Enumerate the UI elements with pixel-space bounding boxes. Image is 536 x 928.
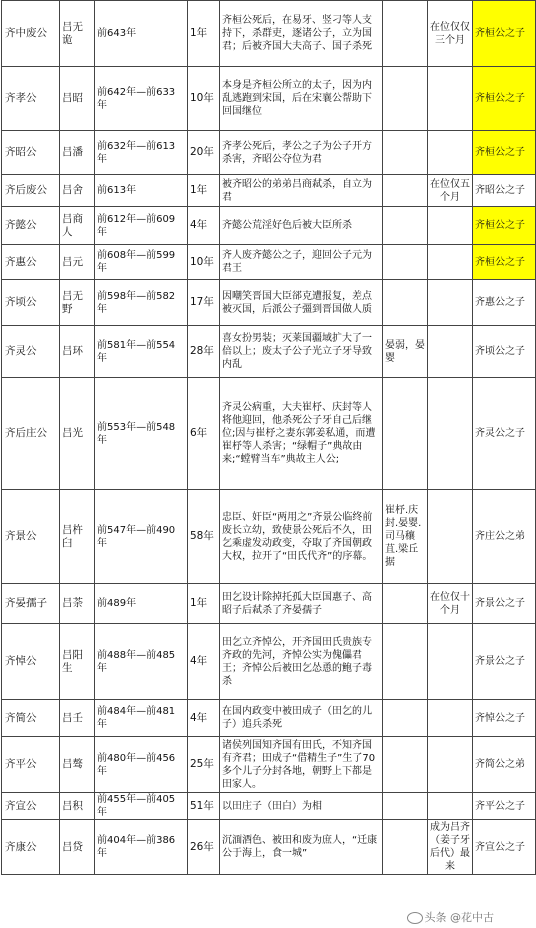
cell-ministers (383, 175, 428, 207)
cell-ministers (383, 820, 428, 875)
cell-title: 齐后废公 (2, 175, 60, 207)
cell-ministers (383, 378, 428, 490)
cell-relation: 齐宣公之子 (473, 820, 536, 875)
cell-ministers: 崔杼.庆封.晏婴.司马穰苴.梁丘据 (383, 490, 428, 584)
cell-name: 吕阳生 (60, 624, 95, 700)
cell-relation: 齐简公之弟 (473, 737, 536, 793)
cell-tenure (428, 245, 473, 280)
cell-name: 吕潘 (60, 131, 95, 175)
cell-notes: 齐灵公病重，大夫崔杼、庆封等人将他迎回，他杀死公子牙自己后继位;因与崔杼之妻东郭姜私通，而遭崔杼等人杀害；“绿帽子”典故由来;“螳臂当车”典故主人公; (220, 378, 383, 490)
cell-notes: 因嘲笑晋国大臣郤克遭报复，差点被灭国，后派公子彊到晋国做人质 (220, 280, 383, 326)
cell-years: 25年 (188, 737, 220, 793)
cell-reign: 前547年—前490年 (95, 490, 188, 584)
table-row (2, 1, 536, 67)
cell-title: 齐孝公 (2, 67, 60, 131)
cell-name: 吕骜 (60, 737, 95, 793)
cell-years: 10年 (188, 67, 220, 131)
cell-relation: 齐桓公之子 (473, 245, 536, 280)
cell-title: 齐懿公 (2, 207, 60, 245)
cell-title: 齐昭公 (2, 131, 60, 175)
cell-reign: 前489年 (95, 584, 188, 624)
table-row (2, 624, 536, 700)
cell-title: 齐顷公 (2, 280, 60, 326)
table-row (2, 245, 536, 280)
cell-reign: 前632年—前613年 (95, 131, 188, 175)
cell-years: 51年 (188, 793, 220, 820)
cell-ministers: 晏弱，晏婴 (383, 326, 428, 378)
cell-title: 齐晏孺子 (2, 584, 60, 624)
cell-tenure (428, 624, 473, 700)
watermark (407, 909, 495, 925)
cell-ministers (383, 245, 428, 280)
cell-relation: 齐景公之子 (473, 584, 536, 624)
cell-reign: 前642年—前633年 (95, 67, 188, 131)
cell-notes: 本身是齐桓公所立的太子，因为内乱逃跑到宋国，后在宋襄公帮助下回国继位 (220, 67, 383, 131)
cell-years: 6年 (188, 378, 220, 490)
table-row (2, 820, 536, 875)
cell-notes: 忠臣、奸臣“两用之”齐景公临终前废长立幼，致使景公死后不久，田乞乘虚发动政变，夺取了齐国朝政大权，拉开了“田氏代齐”的序幕。 (220, 490, 383, 584)
cell-relation: 齐桓公之子 (473, 67, 536, 131)
cell-reign: 前643年 (95, 1, 188, 67)
table-row (2, 793, 536, 820)
table-row (2, 175, 536, 207)
cell-tenure: 成为吕齐（姜子牙后代）最来 (428, 820, 473, 875)
cell-tenure: 在位仅五个月 (428, 175, 473, 207)
cell-reign: 前598年—前582年 (95, 280, 188, 326)
table-row (2, 737, 536, 793)
cell-notes: 齐孝公死后，孝公之子为公子开方杀害，齐昭公夺位为君 (220, 131, 383, 175)
cell-notes: 齐桓公死后，在易牙、竖刁等人支持下，杀群吏，逐诸公子，立为国君；后被齐国大夫高子、国子杀死 (220, 1, 383, 67)
cell-title: 齐中废公 (2, 1, 60, 67)
cell-relation: 齐桓公之子 (473, 131, 536, 175)
cell-ministers (383, 793, 428, 820)
cell-ministers (383, 67, 428, 131)
cell-years: 20年 (188, 131, 220, 175)
cell-reign: 前484年—前481年 (95, 700, 188, 737)
cell-reign: 前608年—前599年 (95, 245, 188, 280)
cell-notes: 在国内政变中被田成子（田乞的儿子）追兵杀死 (220, 700, 383, 737)
cell-relation: 齐桓公之子 (473, 207, 536, 245)
cell-reign: 前404年—前386年 (95, 820, 188, 875)
table-row (2, 67, 536, 131)
cell-ministers (383, 584, 428, 624)
cell-relation: 齐昭公之子 (473, 175, 536, 207)
cell-name: 吕光 (60, 378, 95, 490)
cell-title: 齐康公 (2, 820, 60, 875)
table-row (2, 207, 536, 245)
cell-reign: 前581年—前554年 (95, 326, 188, 378)
cell-relation: 齐顷公之子 (473, 326, 536, 378)
cell-name: 吕贷 (60, 820, 95, 875)
cell-reign: 前455年—前405年 (95, 793, 188, 820)
cell-reign: 前612年—前609年 (95, 207, 188, 245)
cell-tenure (428, 490, 473, 584)
cell-title: 齐惠公 (2, 245, 60, 280)
cell-name: 吕无野 (60, 280, 95, 326)
cell-name: 吕元 (60, 245, 95, 280)
cell-tenure (428, 793, 473, 820)
cell-relation: 齐桓公之子 (473, 1, 536, 67)
cell-ministers (383, 624, 428, 700)
cell-years: 26年 (188, 820, 220, 875)
cell-reign: 前488年—前485年 (95, 624, 188, 700)
table-row (2, 280, 536, 326)
cell-notes: 被齐昭公的弟弟吕商弒杀，自立为君 (220, 175, 383, 207)
cell-years: 10年 (188, 245, 220, 280)
cell-years: 1年 (188, 584, 220, 624)
cell-notes: 沉湎酒色、被田和废为庶人，“迁康公于海上，食一城” (220, 820, 383, 875)
cell-name: 吕壬 (60, 700, 95, 737)
cell-tenure: 在位仅十个月 (428, 584, 473, 624)
table-row (2, 700, 536, 737)
cell-title: 齐悼公 (2, 624, 60, 700)
cell-name: 吕荼 (60, 584, 95, 624)
cell-relation: 齐悼公之子 (473, 700, 536, 737)
cell-years: 1年 (188, 1, 220, 67)
cell-tenure (428, 131, 473, 175)
table-row (2, 378, 536, 490)
cell-notes: 喜女扮男装；灭莱国疆域扩大了一倍以上；废太子公子光立子牙导致内乱 (220, 326, 383, 378)
cell-tenure (428, 378, 473, 490)
cell-notes: 诸侯列国知齐国有田氏，不知齐国有齐君；田成子“借精生子”生了70多个儿子分封各地，朝野上下都是田家人。 (220, 737, 383, 793)
table-row (2, 490, 536, 584)
cell-tenure (428, 207, 473, 245)
cell-title: 齐后庄公 (2, 378, 60, 490)
cell-tenure (428, 700, 473, 737)
cell-years: 4年 (188, 700, 220, 737)
cell-title: 齐平公 (2, 737, 60, 793)
cell-title: 齐景公 (2, 490, 60, 584)
cell-ministers (383, 280, 428, 326)
cell-years: 1年 (188, 175, 220, 207)
cell-relation: 齐平公之子 (473, 793, 536, 820)
cell-name: 吕昭 (60, 67, 95, 131)
cell-tenure (428, 326, 473, 378)
cell-name: 吕环 (60, 326, 95, 378)
cell-name: 吕积 (60, 793, 95, 820)
cell-years: 4年 (188, 207, 220, 245)
cell-title: 齐宣公 (2, 793, 60, 820)
cell-relation: 齐庄公之弟 (473, 490, 536, 584)
cell-relation: 齐惠公之子 (473, 280, 536, 326)
cell-name: 吕商人 (60, 207, 95, 245)
cell-years: 28年 (188, 326, 220, 378)
cell-years: 17年 (188, 280, 220, 326)
cell-tenure: 在位仅仅三个月 (428, 1, 473, 67)
cell-reign: 前553年—前548年 (95, 378, 188, 490)
cell-reign: 前613年 (95, 175, 188, 207)
cell-name: 吕无诡 (60, 1, 95, 67)
cell-ministers (383, 131, 428, 175)
cell-years: 4年 (188, 624, 220, 700)
cell-name: 吕杵臼 (60, 490, 95, 584)
cell-ministers (383, 737, 428, 793)
cell-title: 齐简公 (2, 700, 60, 737)
table-body (2, 1, 536, 875)
cell-ministers (383, 700, 428, 737)
cell-tenure (428, 67, 473, 131)
cell-notes: 齐懿公荒淫好色后被大臣所杀 (220, 207, 383, 245)
cell-relation: 齐景公之子 (473, 624, 536, 700)
cell-notes: 齐人废齐懿公之子，迎回公子元为君王 (220, 245, 383, 280)
cell-tenure (428, 280, 473, 326)
table-row (2, 326, 536, 378)
cell-ministers (383, 1, 428, 67)
cell-ministers (383, 207, 428, 245)
cell-tenure (428, 737, 473, 793)
cell-name: 吕舍 (60, 175, 95, 207)
cell-notes: 田乞设计除掉托孤大臣国惠子、高昭子后弒杀了齐晏孺子 (220, 584, 383, 624)
watermark-text: 头条 @花中古 (424, 911, 494, 924)
cell-title: 齐灵公 (2, 326, 60, 378)
table-row (2, 584, 536, 624)
cell-notes: 以田庄子（田白）为相 (220, 793, 383, 820)
cell-relation: 齐灵公之子 (473, 378, 536, 490)
rulers-table (1, 0, 536, 875)
cell-reign: 前480年—前456年 (95, 737, 188, 793)
watermark-logo-icon (407, 912, 423, 924)
table-row (2, 131, 536, 175)
cell-years: 58年 (188, 490, 220, 584)
cell-notes: 田乞立齐悼公，开齐国田氏贵族专齐政的先河，齐悼公实为傀儡君王；齐悼公后被田乞怂恿的鲍子毒杀 (220, 624, 383, 700)
